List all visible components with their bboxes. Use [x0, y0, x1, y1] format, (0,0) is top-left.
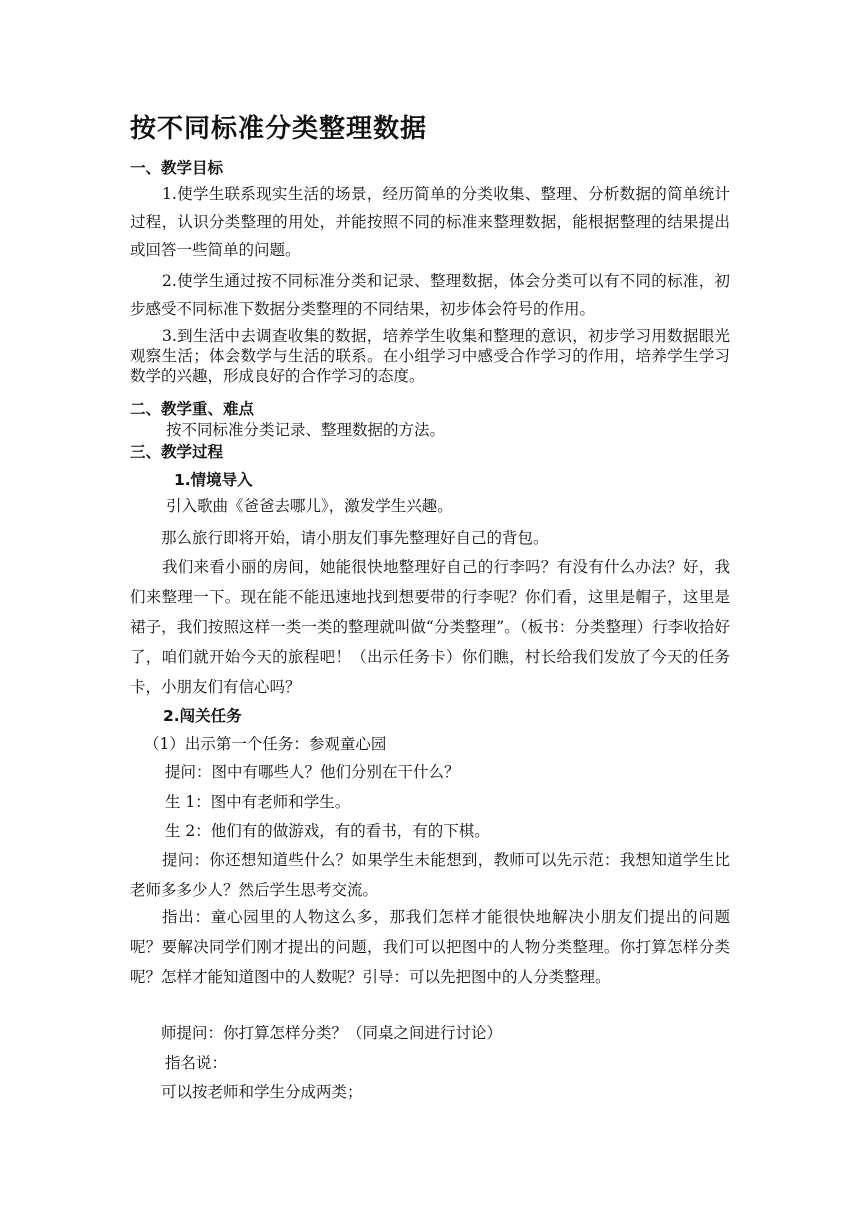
intro-line-1: 引入歌曲《爸爸去哪儿》，激发学生兴趣。 [166, 497, 453, 515]
classification-answer: 可以按老师和学生分成两类； [161, 1083, 363, 1101]
student-2-answer: 生 2：他们有的做游戏，有的看书，有的下棋。 [165, 822, 490, 840]
student-1-answer: 生 1：图中有老师和学生。 [165, 793, 351, 811]
subheading-intro: 1.情境导入 [174, 471, 253, 489]
section-heading-keypoints: 二、教学重、难点 [130, 400, 255, 418]
call-on-student: 指名说： [165, 1054, 228, 1072]
objective-2: 2.使学生通过按不同标准分类和记录、整理数据，体会分类可以有不同的标准，初步感受不同标准下数据分类整理的不同结果，初步体会符号的作用。 [130, 272, 730, 318]
section-heading-objectives: 一、教学目标 [130, 159, 224, 177]
question-paragraph: 提问：你还想知道些什么？如果学生未能想到，教师可以先示范：我想知道学生比老师多多少人？然后学生思考交流。 [130, 851, 730, 899]
guidance-paragraph: 指出：童心园里的人物这么多，那我们怎样才能很快地解决小朋友们提出的问题呢？要解决同学们刚才提出的问题，我们可以把图中的人物分类整理。你打算怎样分类呢？怎样才能知道图中的人数呢？引导：可以先把图中的人分类整理。 [130, 908, 730, 986]
objective-3: 3.到生活中去调查收集的数据，培养学生收集和整理的意识，初步学习用数据眼光观察生活；体会数学与生活的联系。在小组学习中感受合作学习的作用，培养学生学习数学的兴趣，形成良好的合作学习的态度。 [130, 327, 730, 385]
intro-line-2: 那么旅行即将开始，请小朋友们事先整理好自己的背包。 [161, 529, 549, 547]
intro-paragraph: 我们来看小丽的房间，她能很快地整理好自己的行李吗？有没有什么办法？好，我们来整理一下。现在能不能迅速地找到想要带的行李呢？你们看，这里是帽子，这里是裙子，我们按照这样一类一类的整理就叫做“分类整理”。（板书：分类整理）行李收拾好了，咱们就开始今天的旅程吧！（出示任务卡）你们瞧，村长给我们发放了今天的任务卡，小朋友们有信心吗？ [130, 558, 730, 696]
document-title: 按不同标准分类整理数据 [130, 114, 428, 144]
question-line: 提问：图中有哪些人？他们分别在干什么？ [165, 763, 460, 781]
teacher-question: 师提问：你打算怎样分类？（同桌之间进行讨论） [161, 1024, 503, 1042]
keypoints-text: 按不同标准分类记录、整理数据的方法。 [166, 421, 446, 439]
section-heading-process: 三、教学过程 [130, 443, 224, 461]
subheading-tasks: 2.闯关任务 [163, 707, 242, 725]
task-1-title: （1）出示第一个任务：参观童心园 [144, 735, 387, 753]
objective-1: 1.使学生联系现实生活的场景，经历简单的分类收集、整理、分析数据的简单统计过程，认识分类整理的用处，并能按照不同的标准来整理数据，能根据整理的结果提出或回答一些简单的问题。 [130, 185, 730, 259]
